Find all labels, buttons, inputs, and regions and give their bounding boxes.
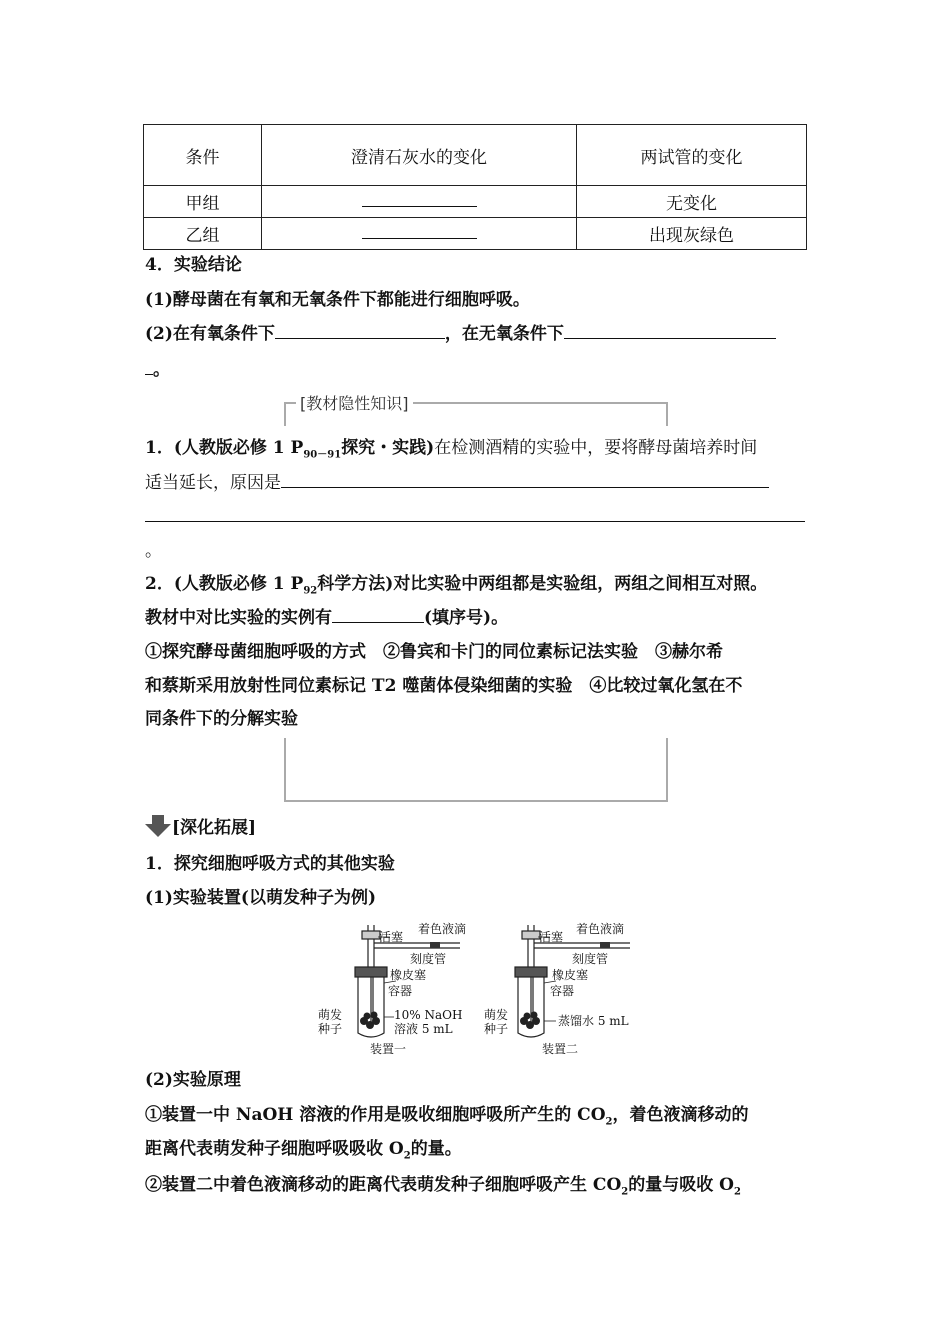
- label-scale: 刻度管: [410, 952, 447, 966]
- label-drop: 着色液滴: [418, 922, 467, 936]
- principle-1-line2: 距离代表萌发种子细胞呼吸吸收 $O_2$的量。: [145, 1139, 462, 1162]
- label-drop: 着色液滴: [576, 922, 625, 936]
- caption-device-2: 装置二: [542, 1042, 579, 1056]
- seeds-icon: [360, 1012, 380, 1030]
- principle-1: ①装置一中 NaOH 溶液的作用是吸收细胞呼吸所产生的 $CO_2$，着色液滴移动的: [145, 1105, 749, 1128]
- label-seeds: 萌发: [484, 1008, 509, 1022]
- label-seeds: 种子: [318, 1022, 343, 1036]
- question-1-line3: [145, 506, 805, 528]
- answer-blank: [262, 218, 577, 250]
- section-heading: 4．实验结论: [145, 255, 242, 275]
- question-2-options-2: 和蔡斯采用放射性同位素标记 T2 噬菌体侵染细菌的实验 ④比较过氧化氢在不: [145, 676, 743, 696]
- extension-title: [深化拓展]: [172, 818, 257, 838]
- label-container: 容器: [388, 984, 413, 998]
- colored-drop: [430, 942, 440, 948]
- question-1-line2: 适当延长，原因是: [145, 472, 769, 494]
- arrow-down-icon: [145, 815, 171, 841]
- label-scale: 刻度管: [572, 952, 609, 966]
- label-rubber: 橡皮塞: [552, 968, 589, 982]
- header-limewater: 澄清石灰水的变化: [262, 125, 577, 186]
- question-1: 1．(人教版必修 1 $P_{90-91}$探究・实践)在检测酒精的实验中，要将酵母菌培养时间: [145, 438, 758, 461]
- conclusion-1: (1)酵母菌在有氧和无氧条件下都能进行细胞呼吸。: [145, 290, 530, 310]
- question-2-options-1: ①探究酵母菌细胞呼吸的方式 ②鲁宾和卡门的同位素标记法实验 ③赫尔希: [145, 642, 723, 662]
- label-water: 蒸馏水 5 mL: [558, 1014, 629, 1028]
- caption-device-1: 装置一: [370, 1042, 407, 1056]
- answer-blank: [262, 186, 577, 218]
- label-container: 容器: [550, 984, 575, 998]
- row-condition: 甲组: [144, 186, 262, 218]
- row-tube-change: 无变化: [577, 186, 807, 218]
- row-tube-change: 出现灰绿色: [577, 218, 807, 250]
- knowledge-box-bottom: [284, 738, 668, 802]
- label-seeds: 萌发: [318, 1008, 343, 1022]
- conclusion-2-end: 。: [145, 359, 170, 381]
- question-2-line2: 教材中对比实验的实例有 (填序号)。: [145, 608, 509, 628]
- extension-heading: 1．探究细胞呼吸方式的其他实验: [145, 854, 395, 874]
- seeds-icon: [520, 1012, 540, 1030]
- knowledge-box-title: [教材隐性知识]: [296, 391, 413, 414]
- apparatus-figure: [310, 915, 650, 1063]
- question-1-end: 。: [145, 541, 162, 561]
- table-row: [144, 218, 807, 250]
- label-stopcock: 活塞: [379, 930, 404, 944]
- header-tubes: 两试管的变化: [577, 125, 807, 186]
- principle-subheading: (2)实验原理: [145, 1070, 241, 1090]
- result-table: [143, 124, 807, 250]
- question-2-options-3: 同条件下的分解实验: [145, 709, 298, 729]
- apparatus-subheading: (1)实验装置(以萌发种子为例): [145, 888, 377, 908]
- label-naoh: 10% NaOH: [394, 1008, 463, 1022]
- header-condition: 条件: [144, 125, 262, 186]
- question-2: 2．(人教版必修 1 $P_{92}$科学方法)对比实验中两组都是实验组，两组之间相互对照。: [145, 574, 768, 597]
- row-condition: 乙组: [144, 218, 262, 250]
- colored-drop: [600, 942, 610, 948]
- conclusion-2: (2)在有氧条件下 ，在无氧条件下: [145, 323, 776, 345]
- label-rubber: 橡皮塞: [390, 968, 427, 982]
- table-row: [144, 186, 807, 218]
- label-seeds: 种子: [484, 1022, 509, 1036]
- label-naoh: 溶液 5 mL: [394, 1022, 453, 1036]
- principle-2: ②装置二中着色液滴移动的距离代表萌发种子细胞呼吸产生 $CO_2$的量与吸收 $O_2$: [145, 1175, 741, 1198]
- label-stopcock: 活塞: [539, 930, 564, 944]
